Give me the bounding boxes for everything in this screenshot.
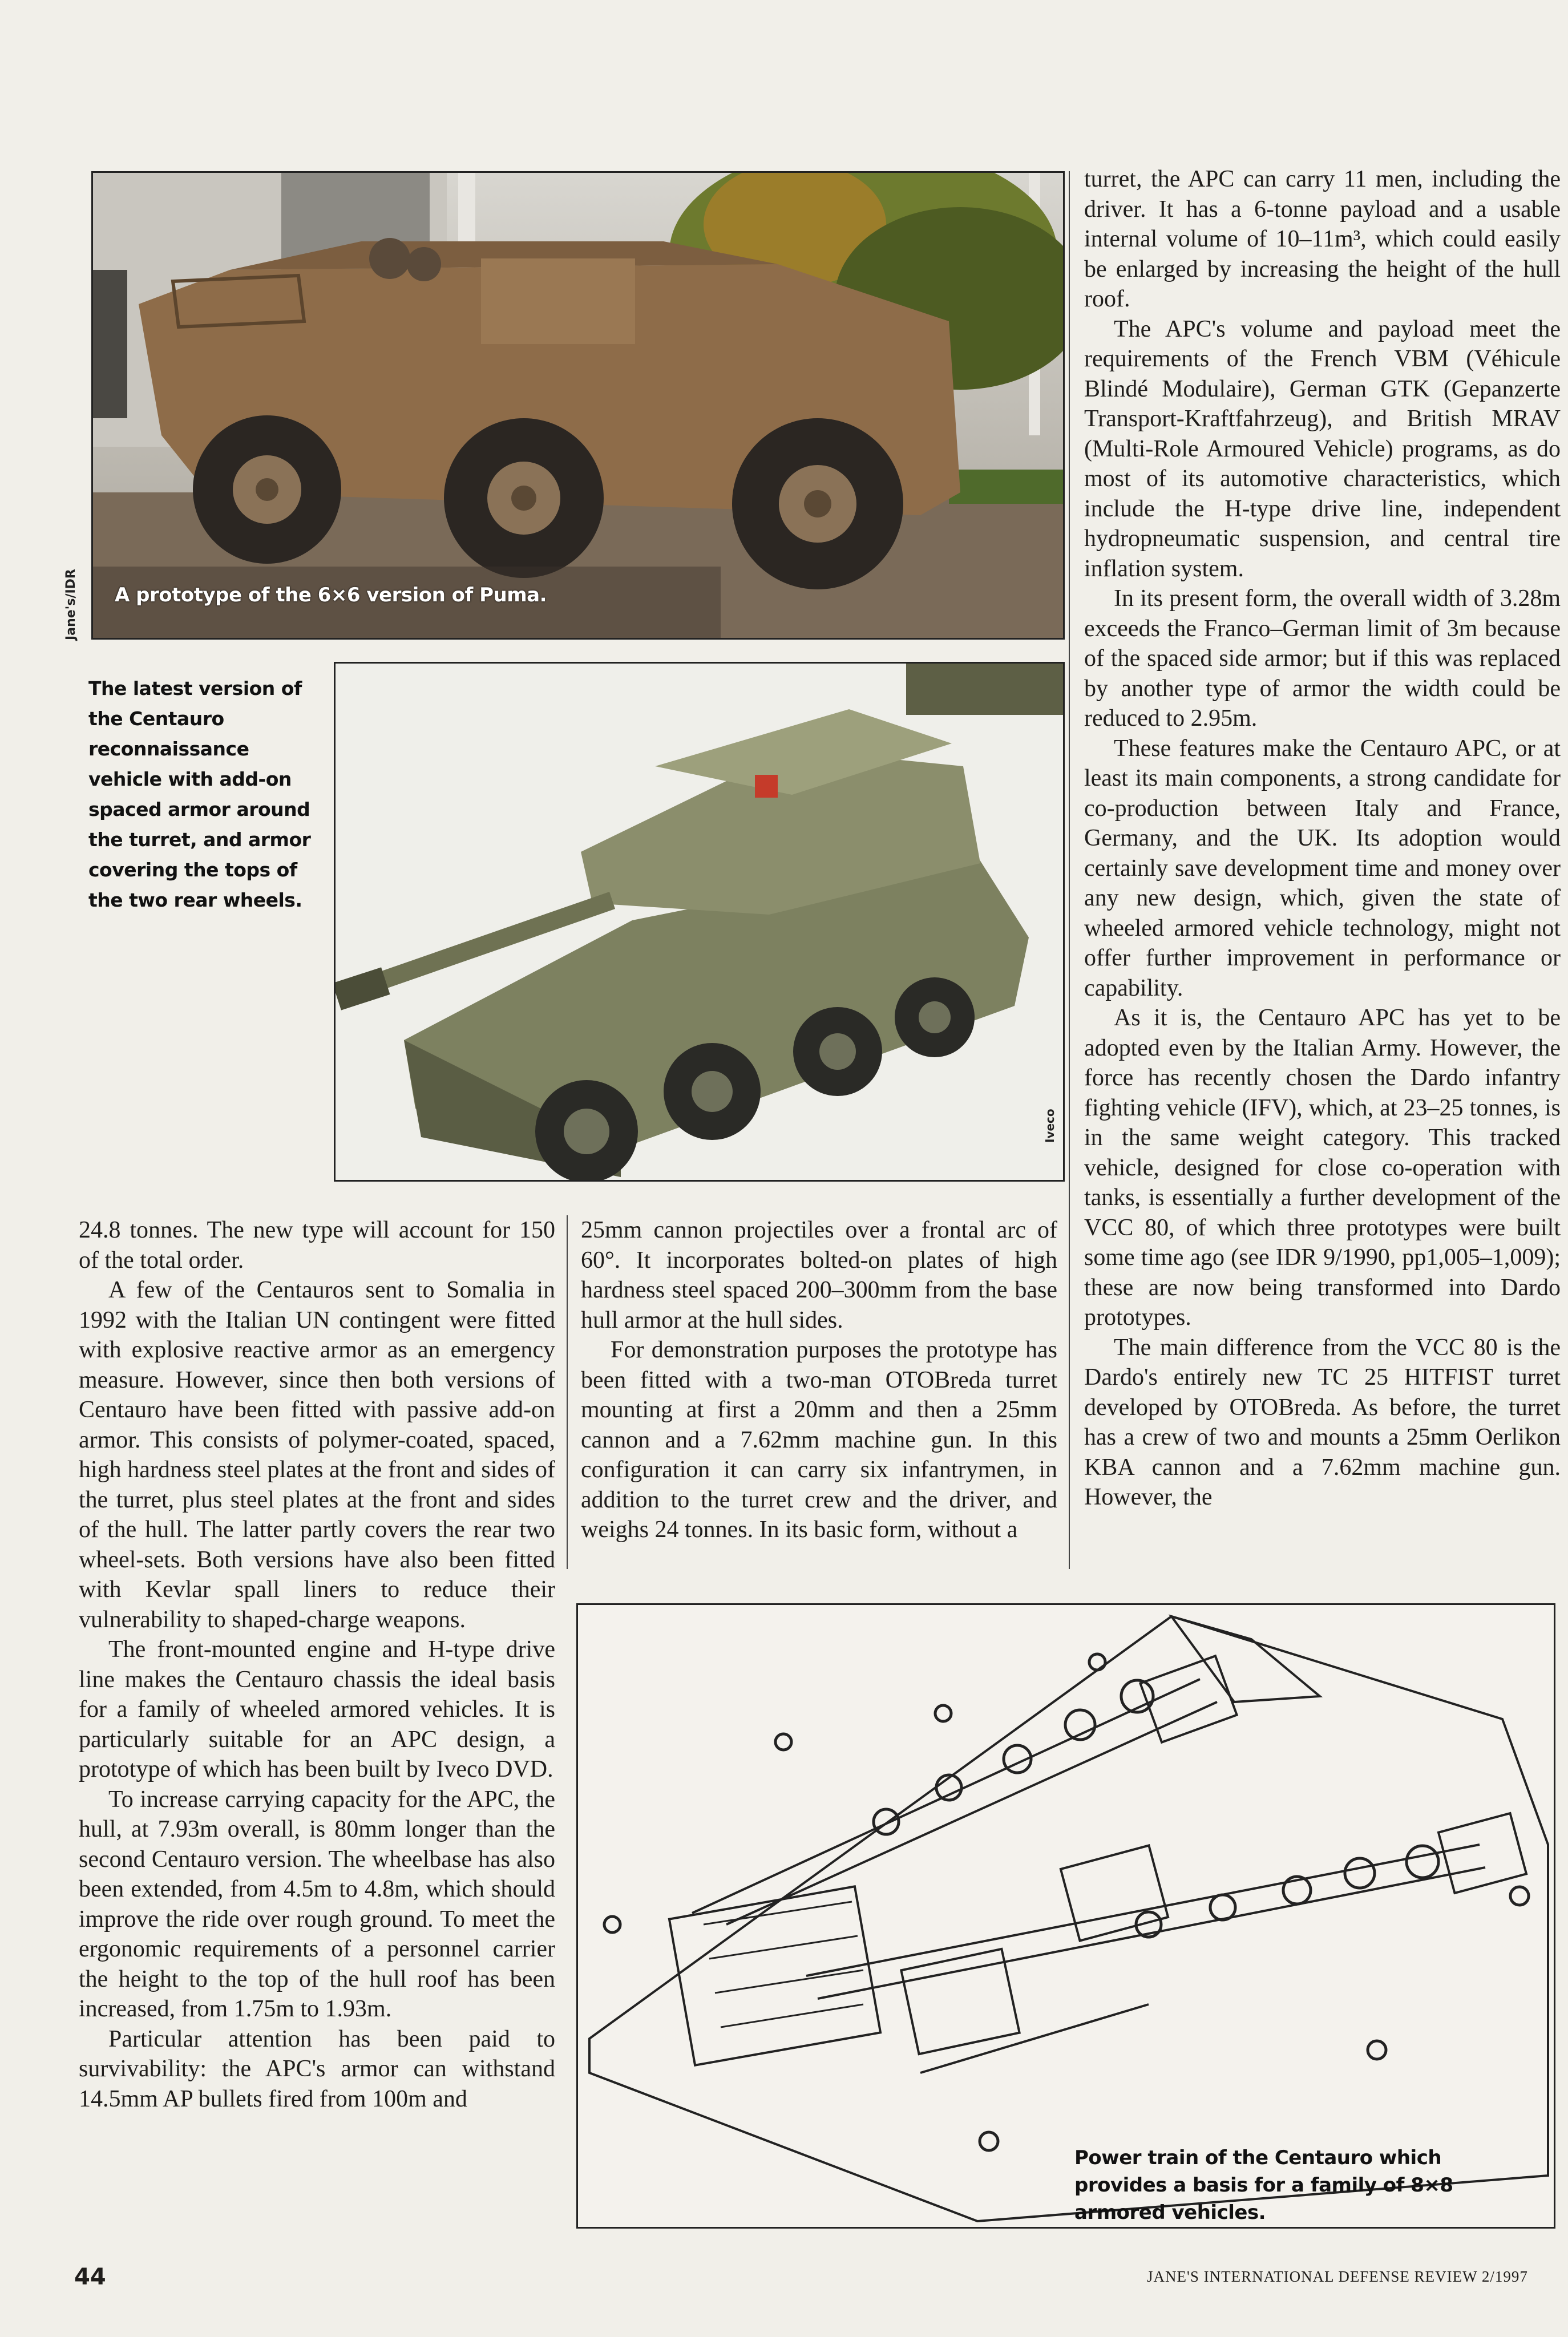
photo2-caption: The latest version of the Centauro reconnaissance vehicle with add-on spaced armor around the turret, and armor covering the tops of the two rear wheels. xyxy=(88,677,311,911)
power-train-diagram xyxy=(576,1603,1555,2229)
diagram-caption: Power train of the Centauro which provides a basis for a family of 8×8 armored vehicles. xyxy=(1074,2146,1453,2224)
puma-6x6-photo xyxy=(91,171,1065,640)
col3-paragraph: As it is, the Centauro APC has yet to be adopted even by the Italian Army. However, the force has recently chosen the Dardo infantry fighting vehicle (IFV), which, at 23–25 tonnes, is in the same weight category. This tracked vehicle, designed for close co-operation with tanks, is essentially a further development of the VCC 80, of which three prototypes were built some time ago (see IDR 9/1990, pp1,005–1,009); these are now being transformed into Dardo prototypes. xyxy=(1084,1005,1561,1331)
col3-paragraph: The APC's volume and payload meet the requirements of the French VBM (Véhicule Blindé Modulaire), German GTK (Gepanzerte Transport-Kraftfahrzeug), and British MRAV (Multi-Role Armoured Vehicle) programs, as do most of its automotive characteristics, which include the H-type drive line, independent hydropneumatic suspension, and central tire inflation system. xyxy=(1084,316,1561,582)
column-3 xyxy=(1084,164,1561,1513)
col1-paragraph: To increase carrying capacity for the APC, the hull, at 7.93m overall, is 80mm longer than the second Centauro version. The wheelbase has also been extended, from 4.5m to 4.8m, which should improve the ride over rough ground. To meet the ergonomic requirements of a personnel carrier the height to the top of the hull roof has been increased, from 1.75m to 1.93m. xyxy=(79,1786,555,2022)
col1-paragraph: Particular attention has been paid to survivability: the APC's armor can withstand 14.5mm AP bullets fired from 100m and xyxy=(79,2025,555,2112)
col1-paragraph: A few of the Centauros sent to Somalia in 1992 with the Italian UN contingent were fitted with explosive reactive armor as an emergency measure. However, since then both versions of Centauro have been fitted with passive add-on armor. This consists of polymer-coated, spaced, high hardness steel plates at the front and sides of the turret, plus steel plates at the front and sides of the hull. The latter partly covers the rear two wheel-sets. Both versions have also been fitted with Kevlar spall liners to reduce their vulnerability to shaped-charge weapons. xyxy=(79,1277,555,1633)
column-rule xyxy=(1069,171,1070,1569)
column-1 xyxy=(79,1215,555,2114)
page-number: 44 xyxy=(74,2264,106,2290)
power-train-line-drawing xyxy=(578,1605,1554,2227)
col3-paragraph: In its present form, the overall width of 3.28m exceeds the Franco–German limit of 3m because of the spaced side armor; but if this was replaced by another type of armor the width could be reduced to 2.95m. xyxy=(1084,585,1561,731)
col1-paragraph: The front-mounted engine and H-type drive line makes the Centauro chassis the ideal basis for a family of wheeled armored vehicles. It is particularly suitable for an APC design, a prototype of which has been built by Iveco DVD. xyxy=(79,1636,555,1782)
photo1-caption: A prototype of the 6×6 version of Puma. xyxy=(115,584,547,607)
col3-paragraph: These features make the Centauro APC, or at least its main components, a strong candidate for co-production between Italy and France, Germany, and the UK. Its adoption would certainly save development time and money over any new design, which, given the state of wheeled armored vehicle technology, might not offer further improvement in performance or capability. xyxy=(1084,735,1561,1001)
column-rule xyxy=(567,1215,568,1569)
col1-paragraph: 24.8 tonnes. The new type will account for 150 of the total order. xyxy=(79,1217,555,1273)
column-2 xyxy=(581,1215,1057,1545)
photo1-credit: Jane's/IDR xyxy=(64,569,78,640)
centauro-8x8-photo xyxy=(336,664,1063,1180)
col2-paragraph: 25mm cannon projectiles over a frontal arc of 60°. It incorporates bolted-on plates of high hardness steel spaced 200–300mm from the base hull armor at the hull sides. xyxy=(581,1217,1057,1333)
photo2-credit: Iveco xyxy=(1043,1109,1057,1143)
col3-paragraph: The main difference from the VCC 80 is the Dardo's entirely new TC 25 HITFIST turret developed by OTOBreda. As before, the turret has a crew of two and mounts a 25mm Oerlikon KBA cannon and a 7.62mm machine gun. However, the xyxy=(1084,1334,1561,1510)
col3-paragraph: turret, the APC can carry 11 men, including the driver. It has a 6-tonne payload and a usable internal volume of 10–11m³, which could easily be enlarged by increasing the height of the hull roof. xyxy=(1084,166,1561,312)
centauro-photo xyxy=(334,662,1065,1182)
journal-title: JANE'S INTERNATIONAL DEFENSE REVIEW 2/1997 xyxy=(1147,2268,1528,2285)
col2-paragraph: For demonstration purposes the prototype has been fitted with a two-man OTOBreda turret mounting at first a 20mm and then a 25mm cannon and a 7.62mm machine gun. In this configuration it can carry six infantrymen, in addition to the turret crew and the driver, and weighs 24 tonnes. In its basic form, without a xyxy=(581,1337,1057,1543)
wheeled-apc-6x6-photo xyxy=(93,173,1063,638)
